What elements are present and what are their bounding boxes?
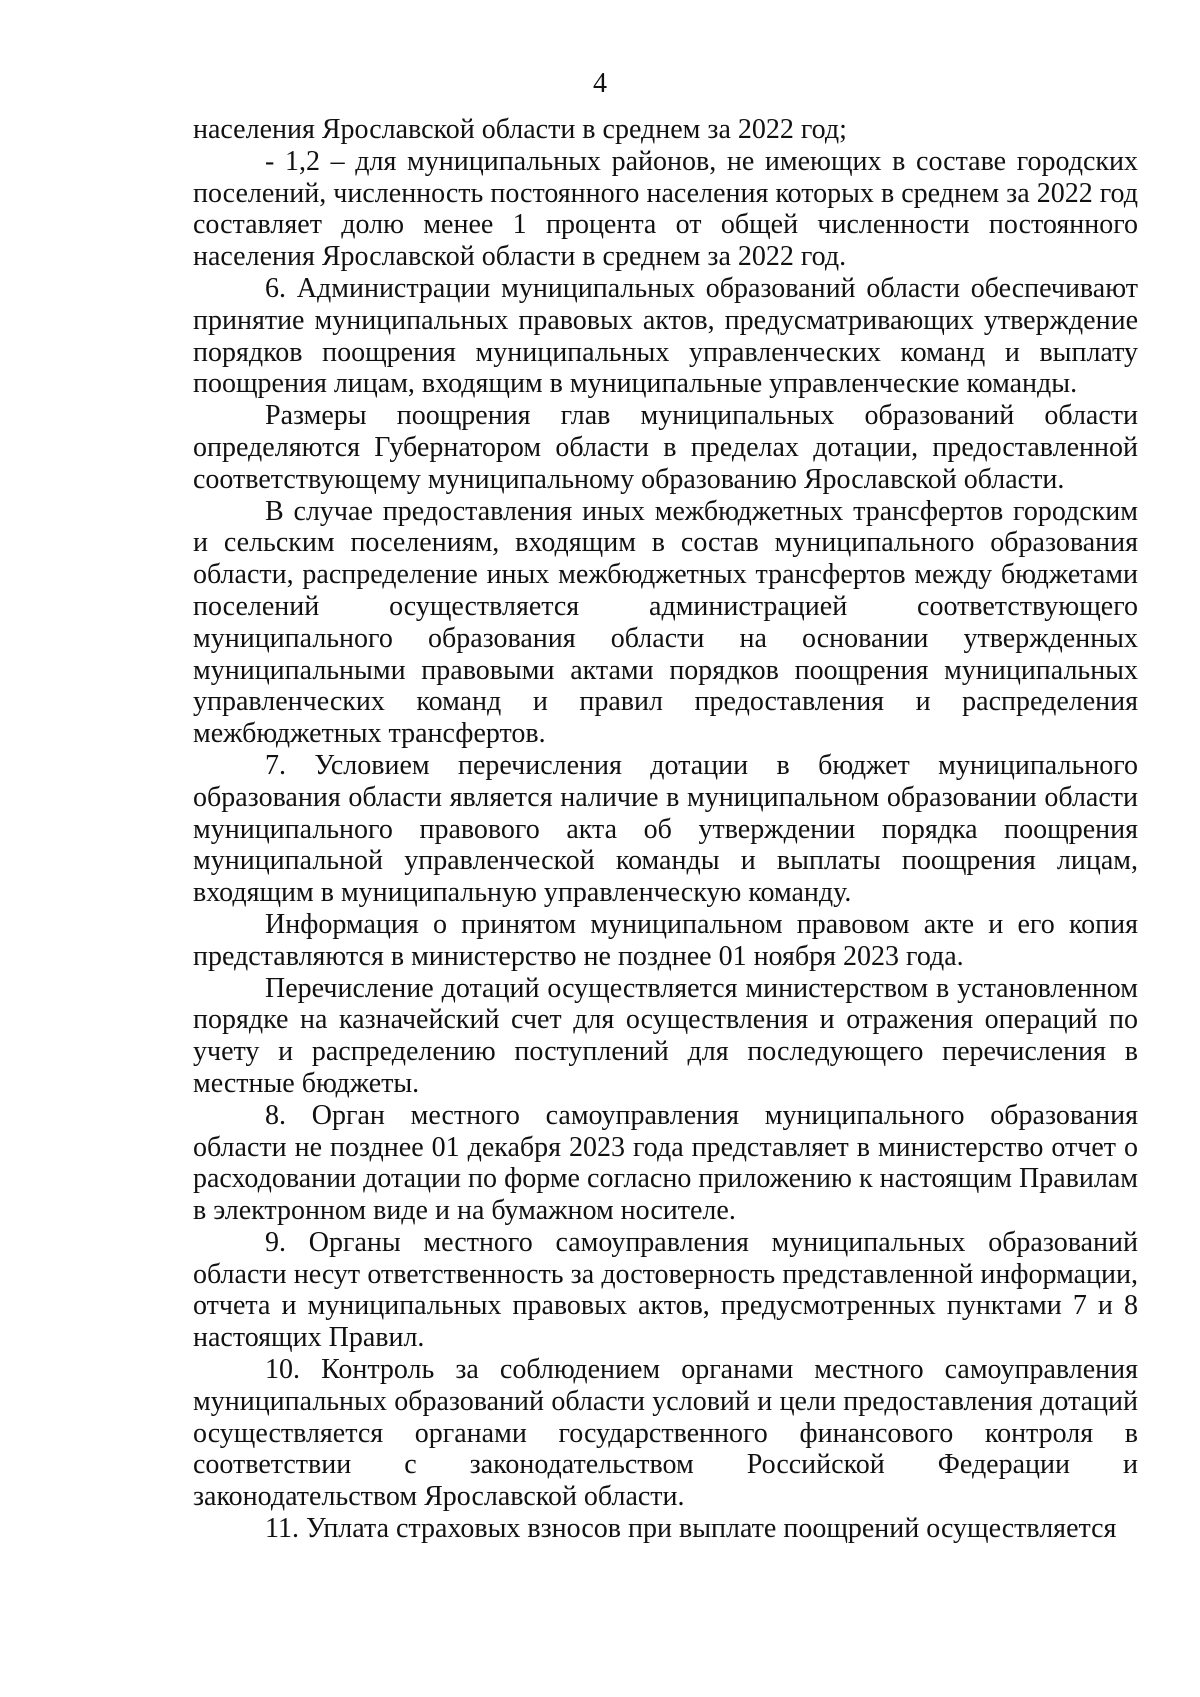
paragraph-item-7: 7. Условием перечисления дотации в бюджет муниципального образования области является наличие в муниципальном образовании области муниципального правового акта об утверждении порядка поощрения муниципальной управленческой команды и выплаты поощрения лицам, входящим в муниципальную управленческую команду.: [193, 749, 1138, 909]
paragraph-info-submission: Информация о принятом муниципальном правовом акте и его копия представляются в министерство не позднее 01 ноября 2023 года.: [193, 908, 1138, 972]
paragraph-transfers: В случае предоставления иных межбюджетных трансфертов городским и сельским поселениям, входящим в состав муниципального образования области, распределение иных межбюджетных трансфертов между бюджетами поселений осуществляется администрацией соответствующего муниципального образования области на основании утвержденных муниципальными правовыми актами порядков поощрения муниципальных управленческих команд и правил предоставления и распределения межбюджетных трансфертов.: [193, 495, 1138, 750]
paragraph-item-11: 11. Уплата страховых взносов при выплате поощрений осуществляется: [265, 1513, 1117, 1545]
paragraph-item-9: 9. Органы местного самоуправления муниципальных образований области несут ответственность за достоверность представленной информации, отчета и муниципальных правовых актов, предусмотренных пунктами 7 и 8 настоящих Правил.: [193, 1226, 1138, 1354]
paragraph-heads-reward: Размеры поощрения глав муниципальных образований области определяются Губернатором области в пределах дотации, предоставленной соответствующему муниципальному образованию Ярославской области.: [193, 400, 1138, 495]
paragraph-item-6: 6. Администрации муниципальных образований области обеспечивают принятие муниципальных правовых актов, предусматривающих утверждение порядков поощрения муниципальных управленческих команд и выплату поощрения лицам, входящим в муниципальные управленческие команды.: [193, 272, 1138, 400]
paragraph-item-10: 10. Контроль за соблюдением органами местного самоуправления муниципальных образований области условий и цели предоставления дотаций осуществляется органами государственного финансового контроля в соответствии с законодательством Российской Федерации и законодательством Ярославской области.: [193, 1354, 1138, 1513]
paragraph-item-8: 8. Орган местного самоуправления муниципального образования области не позднее 01 декабря 2023 года представляет в министерство отчет о расходовании дотации по форме согласно приложению к настоящим Правилам в электронном виде и на бумажном носителе.: [193, 1099, 1138, 1227]
document-body: [193, 114, 1138, 1545]
paragraph-coefficient-1-2: - 1,2 – для муниципальных районов, не имеющих в составе городских поселений, численность постоянного населения которых в среднем за 2022 год составляет долю менее 1 процента от общей численности постоянного населения Ярославской области в среднем за 2022 год.: [193, 145, 1138, 273]
paragraph-transfer-procedure: Перечисление дотаций осуществляется министерством в установленном порядке на казначейский счет для осуществления и отражения операций по учету и распределению поступлений для последующего перечисления в местные бюджеты.: [193, 972, 1138, 1099]
paragraph-continuation: населения Ярославской области в среднем за 2022 год;: [193, 114, 847, 145]
page-number: 4: [593, 68, 607, 99]
